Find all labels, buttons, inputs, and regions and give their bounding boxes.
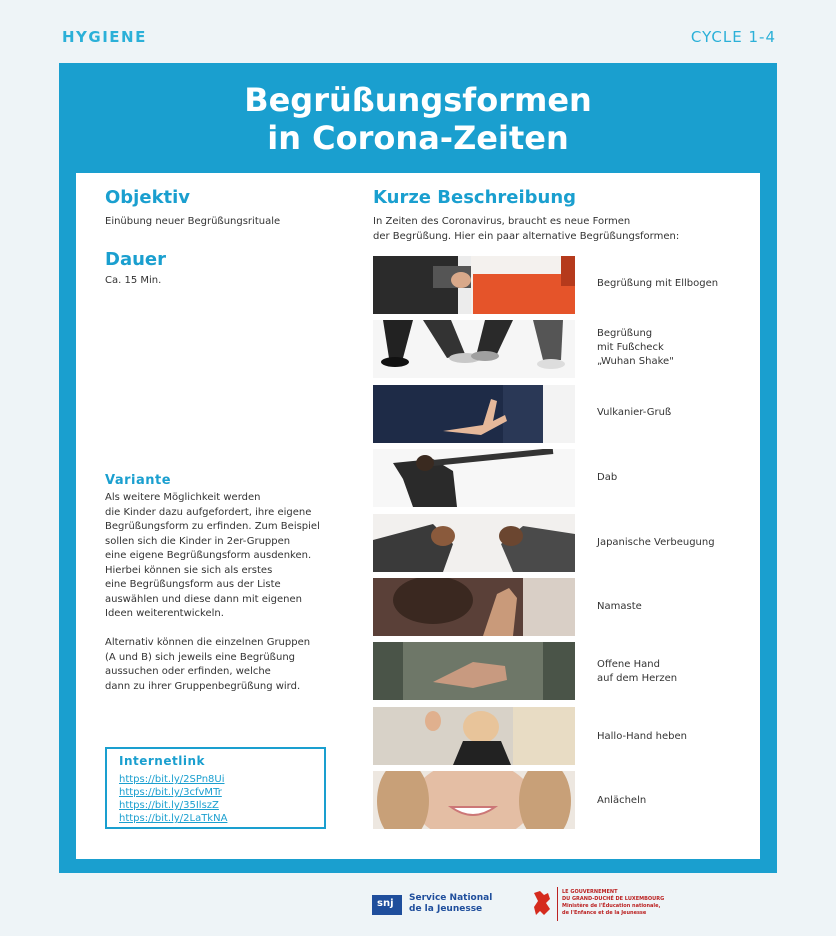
objektiv-heading: Objektiv [105,187,191,208]
caption-2-line: mit Fußcheck [597,342,664,353]
cycle-label: CYCLE 1-4 [690,28,776,46]
link-4[interactable]: https://bit.ly/2LaTkNA [119,813,228,824]
variante-line: auswählen und diese dann mit eigenen [105,593,302,605]
caption-1: Begrüßung mit Ellbogen [597,278,719,289]
variante-line: aussuchen oder erfinden, welche [105,666,271,677]
variante-line: eine Begrüßungsform aus der Liste [105,579,281,590]
caption-8: Hallo-Hand heben [597,731,687,742]
caption-4: Dab [597,472,618,483]
dauer-text: Ca. 15 Min. [105,275,162,286]
gov-line: de l'Enfance et de la Jeunesse [562,910,647,916]
snj-line-1: Service National [409,893,493,903]
photo-vulkanier [373,385,575,443]
variante-line: Begrüßungsform zu erfinden. Zum Beispiel [105,521,320,532]
variante-line: sollen sich die Kinder in 2er-Gruppen [105,535,291,547]
link-1[interactable]: https://bit.ly/2SPn8Ui [119,774,225,785]
gov-divider [557,887,558,921]
caption-2 [597,327,674,369]
photo-ellbogen [373,256,575,314]
photo-anlaecheln [373,771,575,829]
caption-7-line: Offene Hand [597,659,660,670]
photo-offene-hand [373,642,575,700]
variante-text [105,491,320,694]
snj-name [409,893,492,915]
variante-line: Als weitere Möglichkeit werden [105,492,261,503]
caption-2-line: „Wuhan Shake" [597,356,674,367]
beschreibung-line-2: der Begrüßung. Hier ein paar alternative Begrüßungsformen: [373,231,680,242]
content-frame [59,63,777,873]
variante-line: Hierbei können sie sich als erstes [105,564,273,576]
snj-line-2: de la Jeunesse [409,904,483,914]
title-line-1: Begrüßungsformen [244,81,592,119]
photo-hallo-hand [373,707,575,765]
gov-line: LE GOUVERNEMENT [562,889,618,895]
footer [0,887,836,927]
variante-spacer [105,622,320,637]
caption-7-line: auf dem Herzen [597,673,678,684]
photo-dab [373,449,575,507]
variante-line: Ideen weiterentwickeln. [105,608,224,619]
gov-line: DU GRAND-DUCHÉ DE LUXEMBOURG [562,896,665,902]
beschreibung-text [373,214,679,244]
caption-9: Anlächeln [597,795,647,806]
variante-line: eine eigene Begrüßungsform ausdenken. [105,550,312,561]
link-3[interactable]: https://bit.ly/35IlszZ [119,800,219,811]
page-title [59,81,777,157]
internetlink-box [105,747,326,829]
caption-7 [597,658,677,686]
photo-namaste [373,578,575,636]
lion-icon [530,889,554,917]
variante-line: die Kinder dazu aufgefordert, ihre eigene [105,506,312,518]
variante-heading: Variante [105,473,172,488]
objektiv-text: Einübung neuer Begrüßungsrituale [105,216,281,227]
caption-5: Japanische Verbeugung [597,537,715,548]
variante-line: (A und B) sich jeweils eine Begrüßung [105,651,296,663]
gov-name [562,889,664,917]
internetlink-heading: Internetlink [119,754,205,768]
beschreibung-heading: Kurze Beschreibung [373,187,577,208]
caption-3: Vulkanier-Gruß [597,407,672,418]
beschreibung-line-1: In Zeiten des Coronavirus, braucht es neue Formen [373,216,631,227]
gov-line: Ministère de l'Éducation nationale, [562,903,661,909]
photo-fusscheck [373,320,575,378]
variante-line: dann zu ihrer Gruppenbegrüßung wird. [105,680,301,692]
dauer-heading: Dauer [105,249,166,270]
variante-line: Alternativ können die einzelnen Gruppen [105,637,311,648]
top-bar [62,28,776,48]
caption-6: Namaste [597,601,642,612]
snj-logo-icon: snj [372,895,402,915]
link-2[interactable]: https://bit.ly/3cfvMTr [119,787,222,798]
content-panel [76,173,760,859]
topic-label: HYGIENE [62,28,147,46]
title-line-2: in Corona-Zeiten [267,119,569,157]
caption-2-line: Begrüßung [597,328,653,339]
photo-verbeugung [373,514,575,572]
link-list [119,773,227,825]
